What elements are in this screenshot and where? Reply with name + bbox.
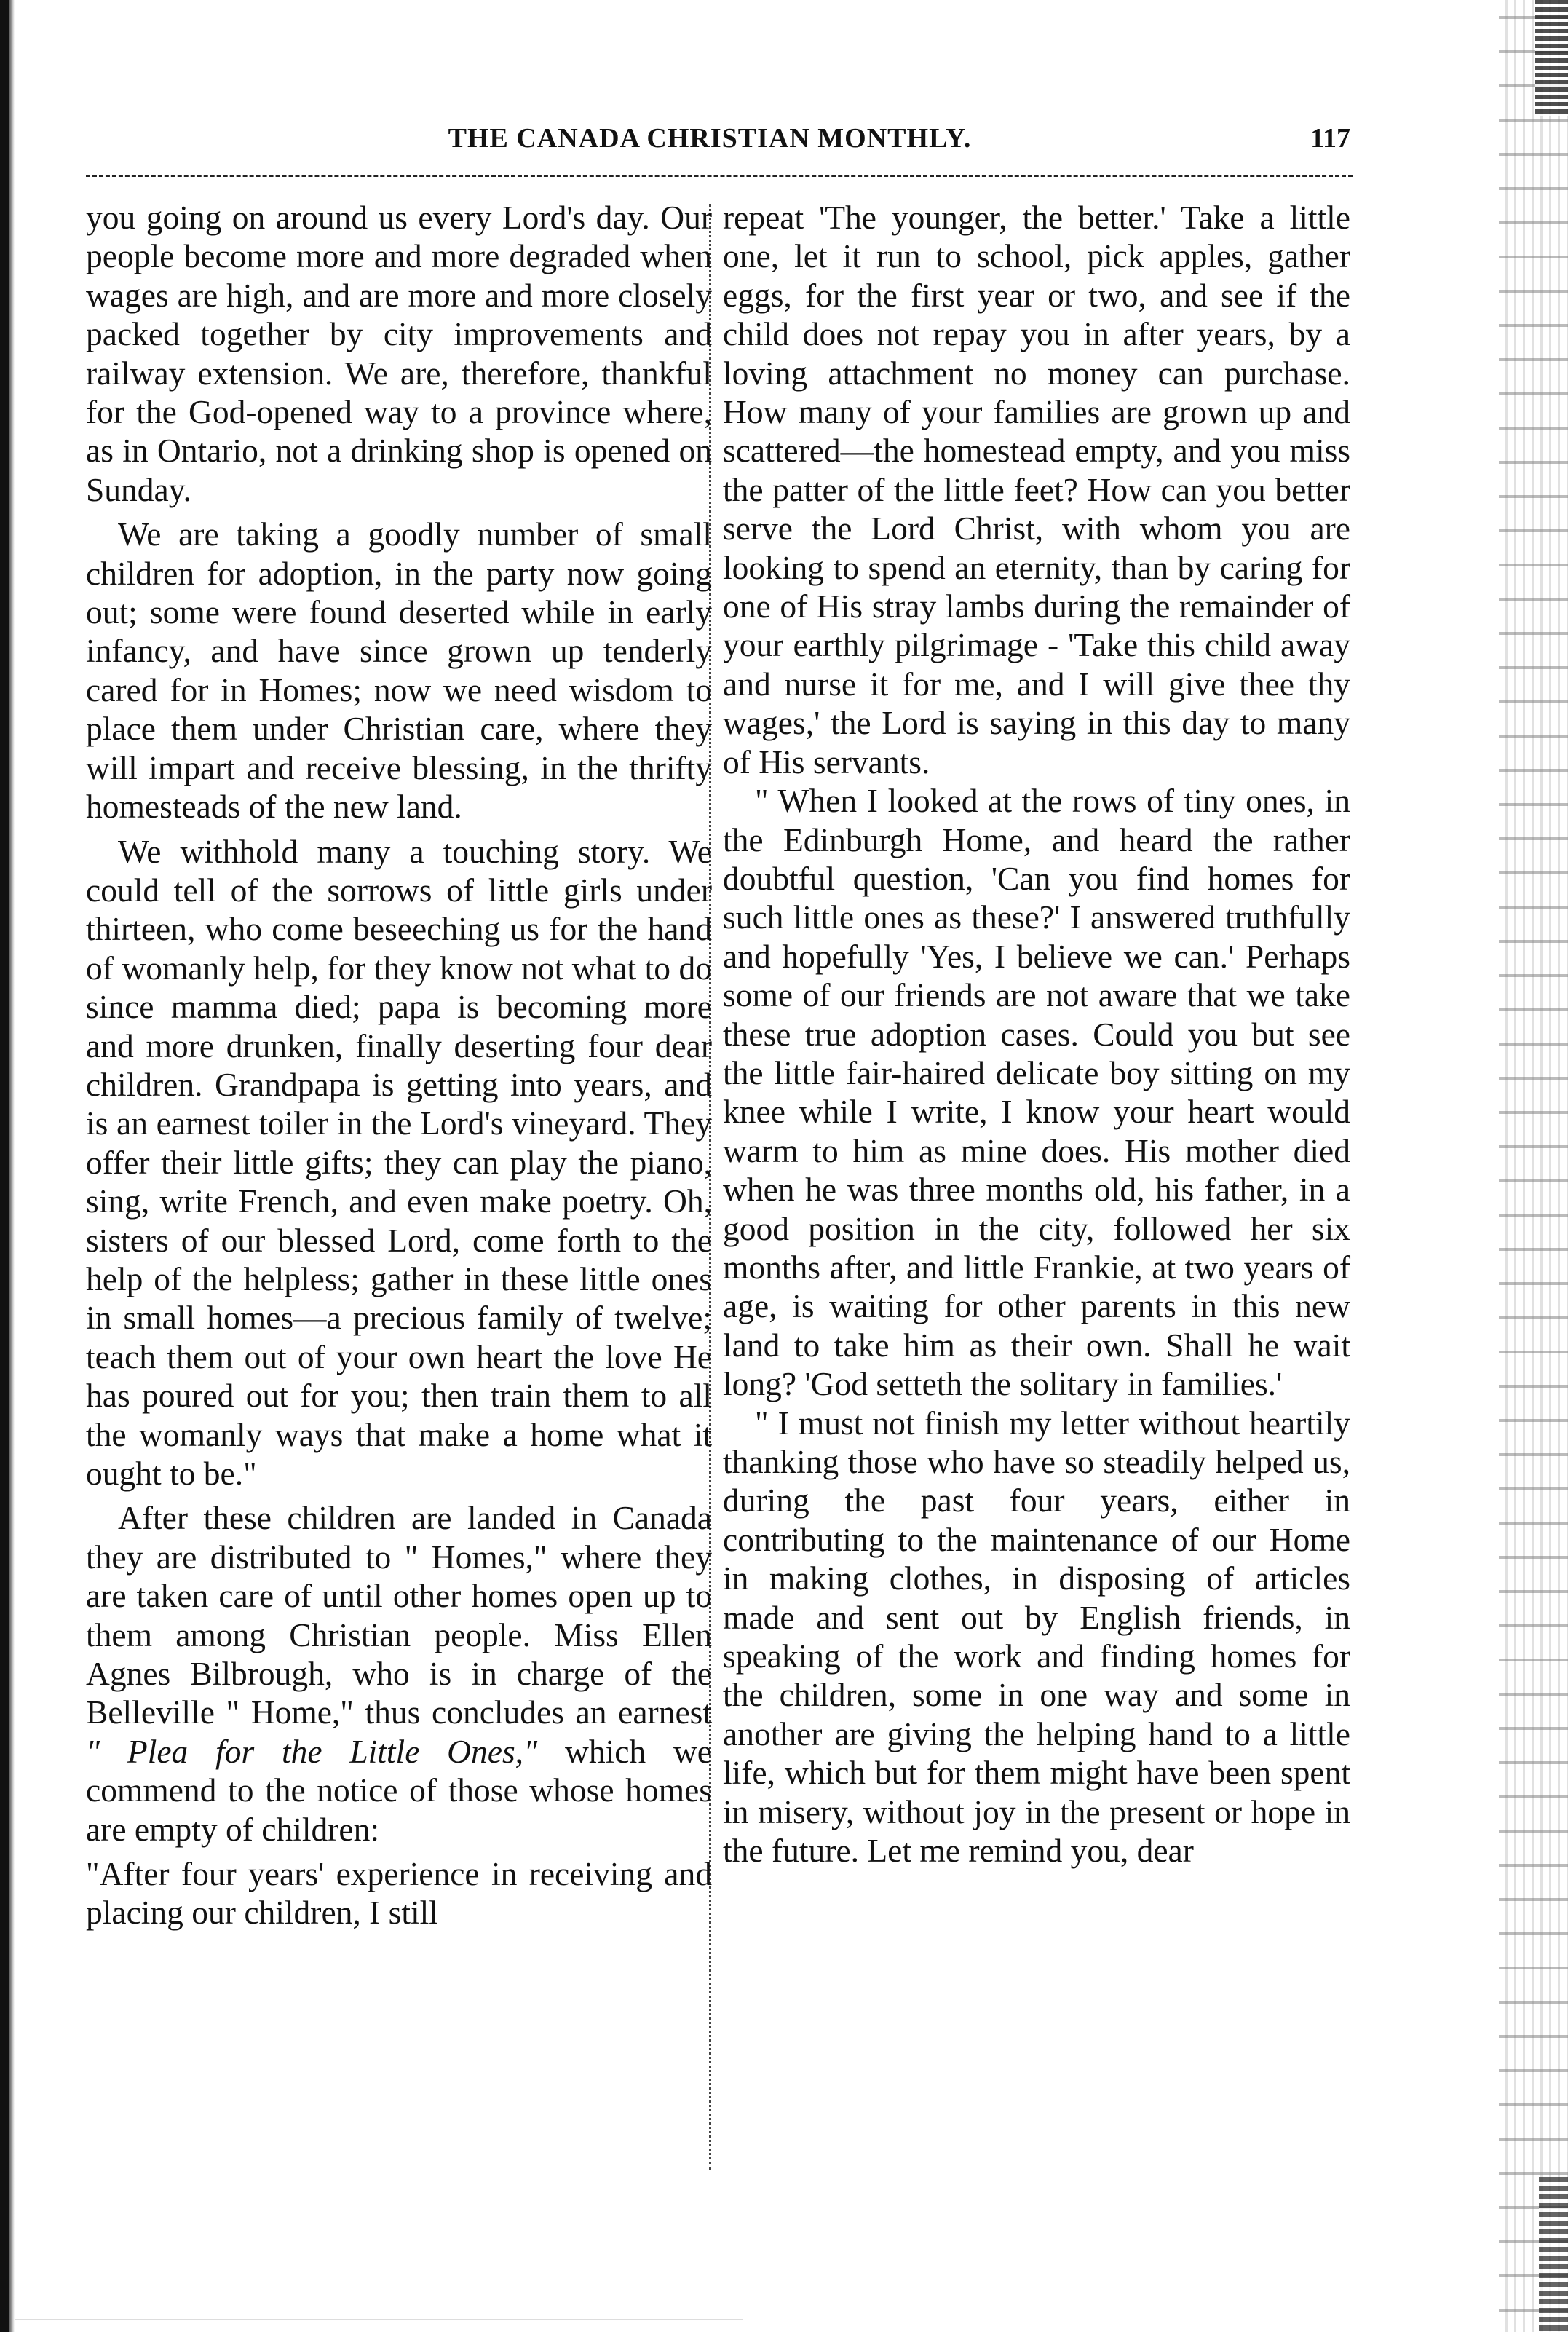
page-header — [69, 122, 1350, 173]
page-bottom-edge — [15, 2319, 743, 2320]
paragraph-left-4-text-a: After these children are landed in Canada they are distributed to " Homes," where they are taken care of until other homes open up to them among Christian people. Miss Ellen Agnes Bilbrough, who is in charge of the Belleville " Home," thus concludes an earnest — [86, 1499, 712, 1731]
paragraph-left-4 — [86, 1498, 712, 1849]
paragraph-right-2: " When I looked at the rows of tiny ones, in the Edinburgh Home, and heard the rather doubtful question, 'Can you find homes for such little ones as these?' I answered truthfully and hopefully 'Yes, I believe we can.' Perhaps some of our friends are not aware that we take these true adoption cases. Could you but see the little fair-haired delicate boy sitting on my knee while I write, I know your heart would warm to him as mine does. His mother died when he was three months old, his father, in a good position in the city, followed her six months after, and little Frankie, at two years of age, is waiting for other parents in this new land to take him as their own. Shall he wait long? 'God setteth the solitary in families.' — [723, 782, 1350, 1403]
paragraph-left-1: you going on around us every Lord's day. Our people become more and more degraded when wages are high, and are more and more closely packed together by city improvements and railway extension. We are, therefore, thankful for the God-opened way to a province where, as in Ontario, not a drinking shop is opened on Sunday. — [86, 199, 712, 508]
left-column — [86, 198, 712, 1932]
paragraph-left-2: We are taking a goodly number of small children for adoption, in the party now going out; some were found deserted while in early infancy, and have since grown up tenderly cared for in Homes; now we need wisdom to place them under Christian care, where they will impart and receive blessing, in the thrifty homesteads of the new land. — [86, 515, 712, 826]
right-column — [723, 198, 1350, 1870]
paragraph-right-3: " I must not finish my letter without heartily thanking those who have so steadily helped us, during the past four years, either in contributing to the maintenance of our Home in making clothes, in disposing of articles made and sent out by English friends, in speaking of the work and finding homes for the children, some in one way and some in another are giving the helping hand to a little life, which but for them might have been spent in misery, without joy in the present or hope in the future. Let me remind you, dear — [723, 1404, 1350, 1870]
page-number: 117 — [1310, 123, 1350, 154]
running-title: THE CANADA CHRISTIAN MONTHLY. — [448, 123, 972, 154]
scan-left-shadow — [9, 0, 15, 2332]
scan-left-border — [0, 0, 9, 2332]
scan-right-edge-bottom — [1539, 2177, 1568, 2332]
scan-right-edge-noise — [1499, 0, 1568, 2332]
paragraph-right-1: repeat 'The younger, the better.' Take a little one, let it run to school, pick apples, gather eggs, for the first year or two, and see if the child does not repay you in after years, by a loving attachment no money can purchase. How many of your families are grown up and scattered—the homestead empty, and you miss the patter of the little feet? How can you better serve the Lord Christ, with whom you are looking to spend an eternity, than by caring for one of His stray lambs during the remainder of your earthly pilgrimage - 'Take this child away and nurse it for me, and I will give thee thy wages,' the Lord is saying in this day to many of His servants. — [723, 199, 1350, 780]
scan-right-edge-top — [1535, 0, 1568, 116]
paragraph-left-3: We withhold many a touching story. We could tell of the sorrows of little girls under thirteen, who come beseeching us for the hand of womanly help, for they know not what to do since mamma died; papa is becoming more and more drunken, finally deserting four dear children. Grandpapa is getting into years, and is an earnest toiler in the Lord's vineyard. They offer their little gifts; they can play the piano, sing, write French, and even make poetry. Oh, sisters of our blessed Lord, come forth to the help of the helpless; gather in these little ones in small homes—a precious family of twelve; teach them out of your own heart the love He has poured out for you; then train them to all the womanly ways that make a home what it ought to be." — [86, 832, 712, 1492]
plea-title: " Plea for the Little Ones," — [86, 1732, 538, 1770]
paragraph-left-4-text-b: which we commend to the notice of those whose homes are empty of children: — [86, 1732, 712, 1848]
paragraph-left-5: "After four years' experience in receiving and placing our children, I still — [86, 1855, 712, 1932]
header-rule — [86, 175, 1353, 177]
